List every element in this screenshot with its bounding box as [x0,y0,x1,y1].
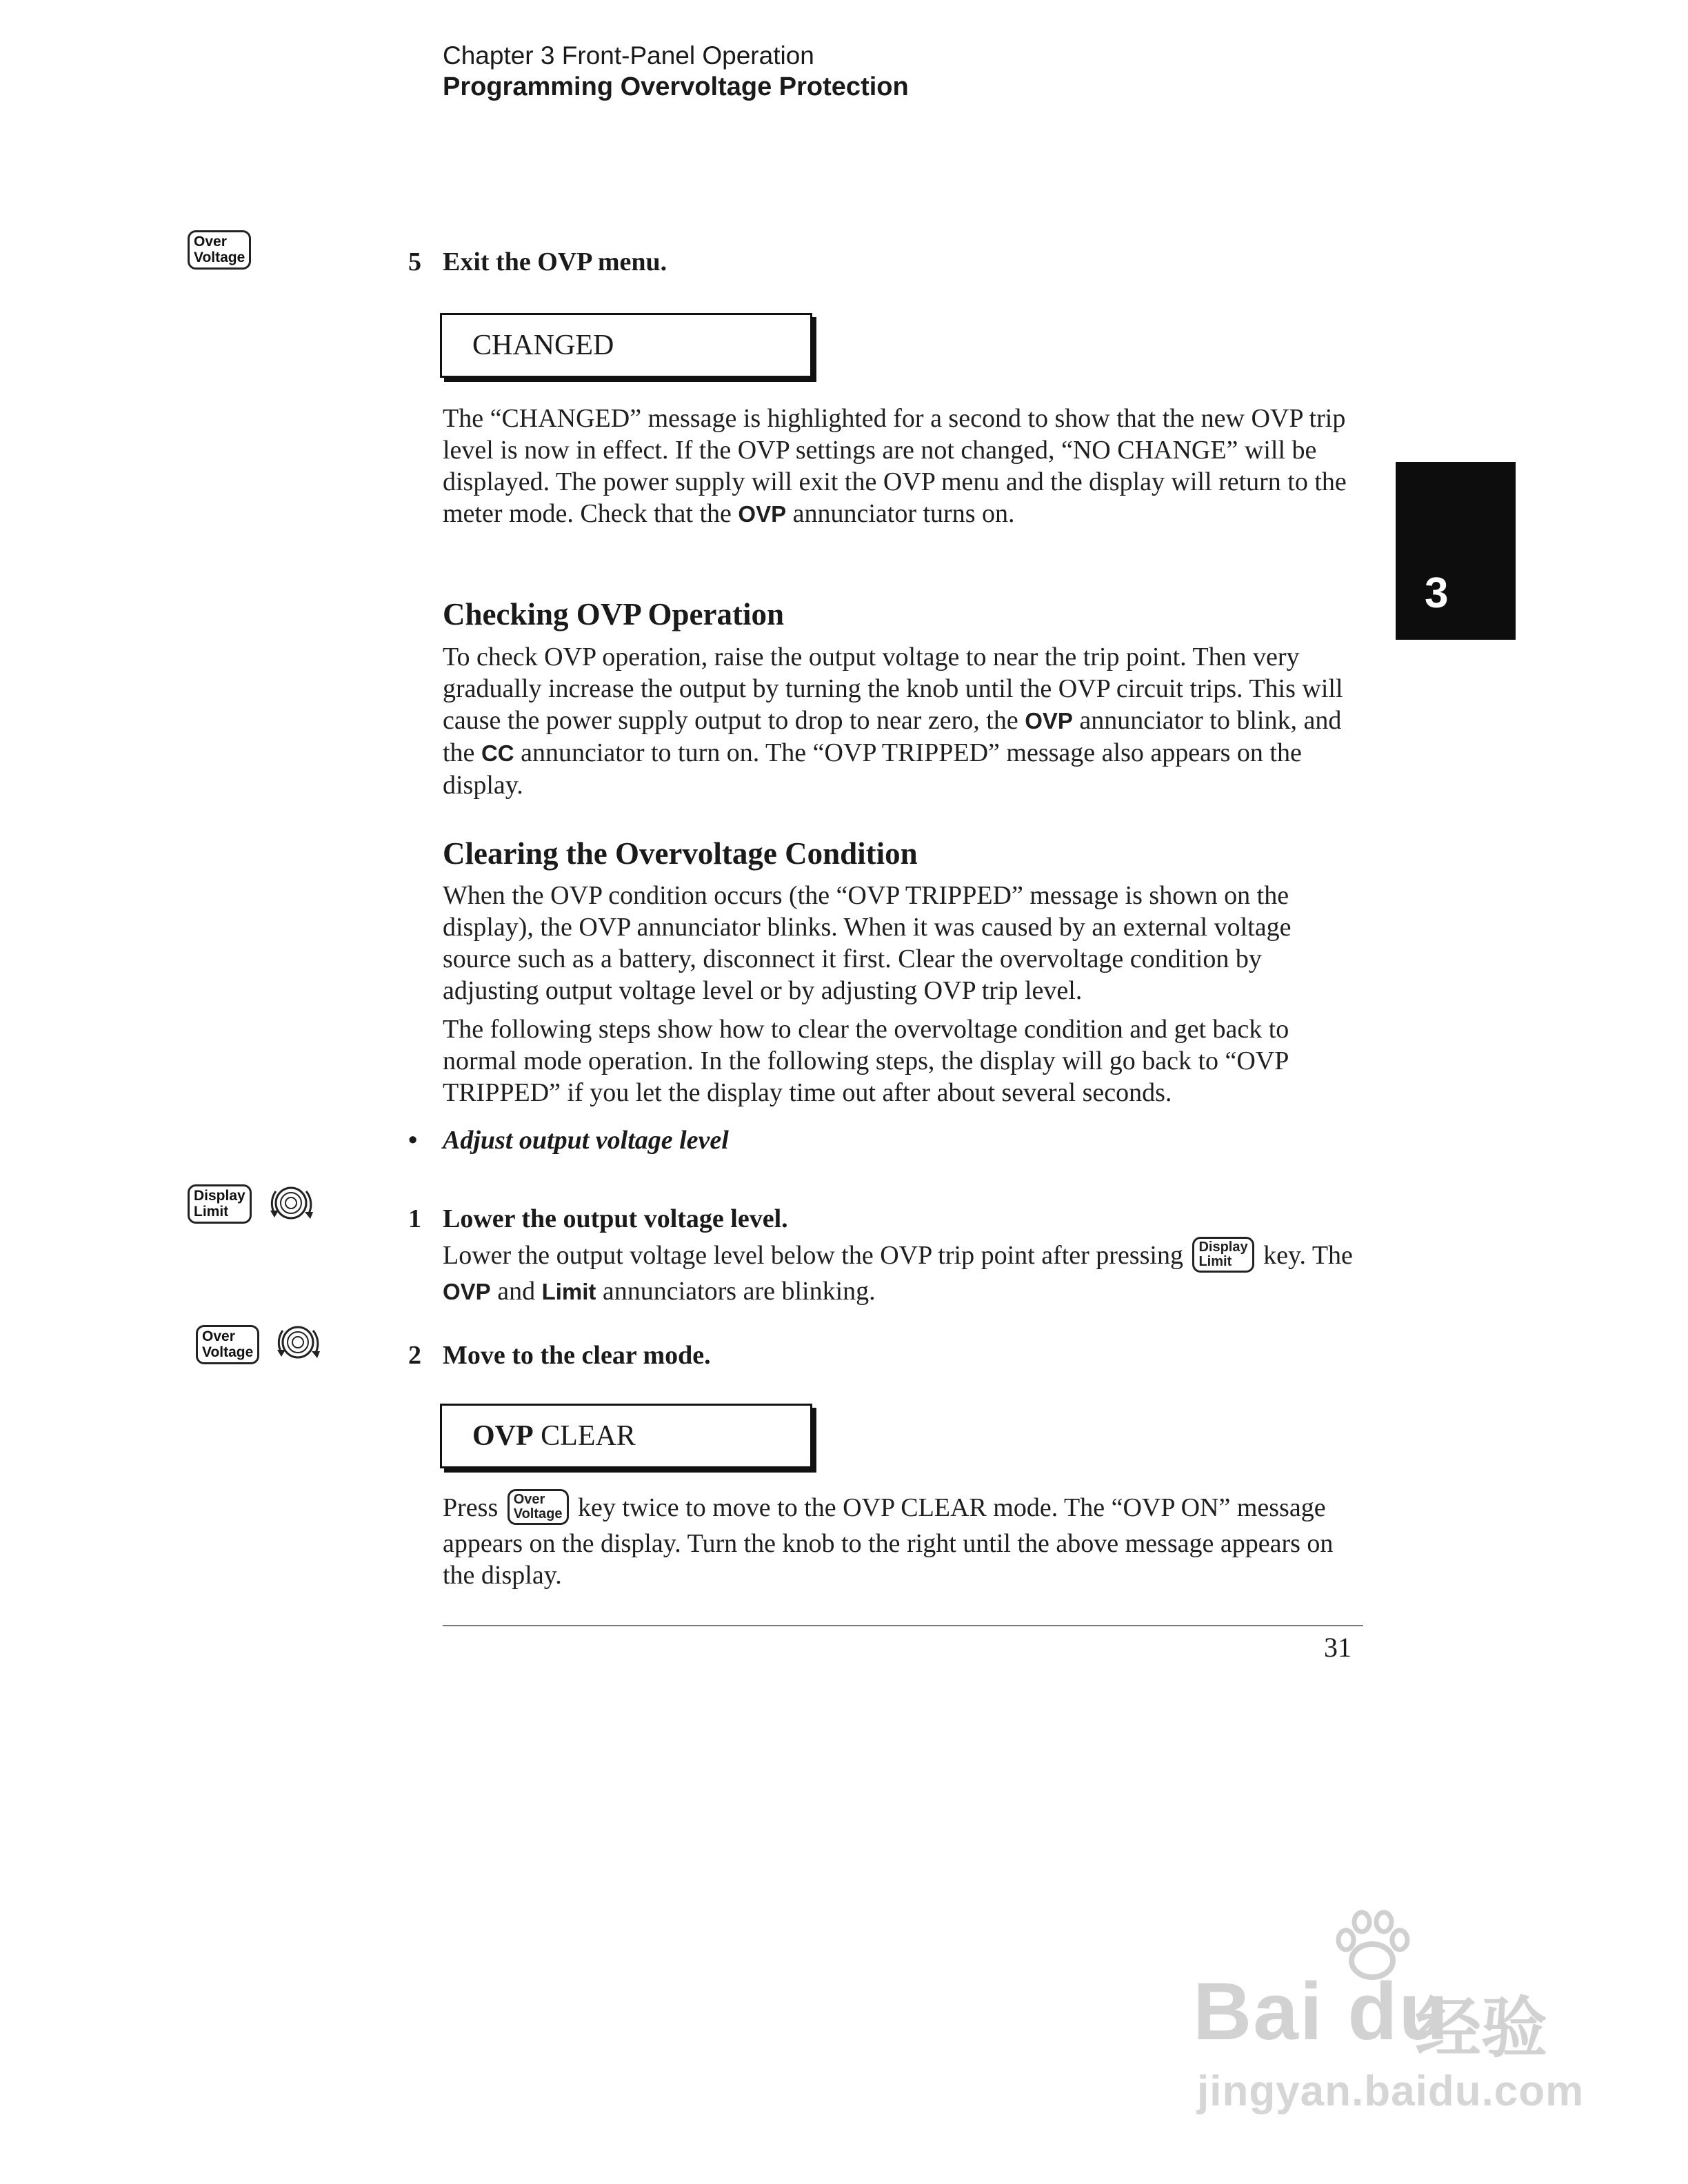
annunciator-label: Limit [541,1279,596,1305]
display-box-ovp-clear [440,1404,812,1468]
footer-rule [443,1625,1363,1626]
over-voltage-key-icon: Over Voltage [196,1325,259,1364]
knob-icon [273,1321,332,1364]
step5-paragraph: The “CHANGED” message is highlighted for a second to show that the new OVP trip level is now in effect. If the OVP settings are not changed, “NO CHANGE” will be displayed. The power supply will exit the OVP menu and the display will return to the meter mode. Check that the OVP annunciator turns on. [443,404,1347,528]
watermark-brand-cn: 经验 [1415,1990,1547,2067]
watermark-url: jingyan.baidu.com [1197,2067,1585,2115]
bullet-text: Adjust output voltage level [443,1126,729,1155]
step1-paragraph: Lower the output voltage level below the OVP trip point after pressing Display Limit key. The OVP and Limit annunciators are blinking. [443,1240,1363,1308]
display-text: CHANGED [472,330,614,361]
display-text-bold: OVP [472,1420,534,1452]
step-title: Exit the OVP menu. [443,247,667,276]
clearing-paragraph-1: When the OVP condition occurs (the “OVP TRIPPED” message is shown on the display), the OVP annunciator blinks. When it was caused by an external voltage source such as a battery, disconnect it first. Clear the overvoltage condition by adjusting output voltage level or by adjusting OVP trip level. [443,881,1292,1005]
display-limit-key-icon: Display Limit [1192,1237,1254,1273]
annunciator-label: CC [481,740,514,766]
step-title: Move to the clear mode. [443,1341,711,1370]
step-number: 2 [408,1341,421,1370]
checking-paragraph: To check OVP operation, raise the output voltage to near the trip point. Then very gradually increase the output by turning the knob until the OVP circuit trips. This will cause the power supply output to drop to near zero, the OVP annunciator to blink, and the CC annunciator to turn on. The “OVP TRIPPED” message also appears on the display. [443,643,1343,800]
over-voltage-key-icon: Over Voltage [188,230,251,270]
baidu-watermark [1193,1910,1585,2123]
section-heading-clearing: Clearing the Overvoltage Condition [443,836,918,871]
bullet-mark: • [408,1126,418,1155]
step-title: Lower the output voltage level. [443,1204,788,1233]
annunciator-label: OVP [443,1279,491,1305]
step-number: 5 [408,247,421,276]
running-header-chapter: Chapter 3 Front-Panel Operation [443,41,814,70]
annunciator-label: OVP [1025,708,1073,734]
watermark-brand: Bai du [1193,1966,1450,2057]
running-header-section: Programming Overvoltage Protection [443,72,909,101]
step-number: 1 [408,1204,421,1233]
over-voltage-key-icon: Over Voltage [508,1489,569,1525]
display-box-changed [440,313,812,378]
chapter-tab-number: 3 [1425,569,1449,617]
page-number: 31 [1324,1632,1352,1663]
clearing-paragraph-2: The following steps show how to clear the overvoltage condition and get back to normal mode operation. In the following steps, the display will go back to “OVP TRIPPED” if you let the display time out after about several seconds. [443,1015,1289,1107]
step2-paragraph: Press Over Voltage key twice to move to the OVP CLEAR mode. The “OVP ON” message appears on the display. Turn the knob to the right until the above message appears on the display. [443,1492,1363,1591]
display-limit-key-icon: Display Limit [188,1184,252,1224]
chapter-tab [1396,462,1516,640]
section-heading-checking: Checking OVP Operation [443,597,785,631]
annunciator-label: OVP [738,501,787,527]
display-text: CLEAR [541,1420,636,1452]
knob-icon [266,1182,325,1224]
